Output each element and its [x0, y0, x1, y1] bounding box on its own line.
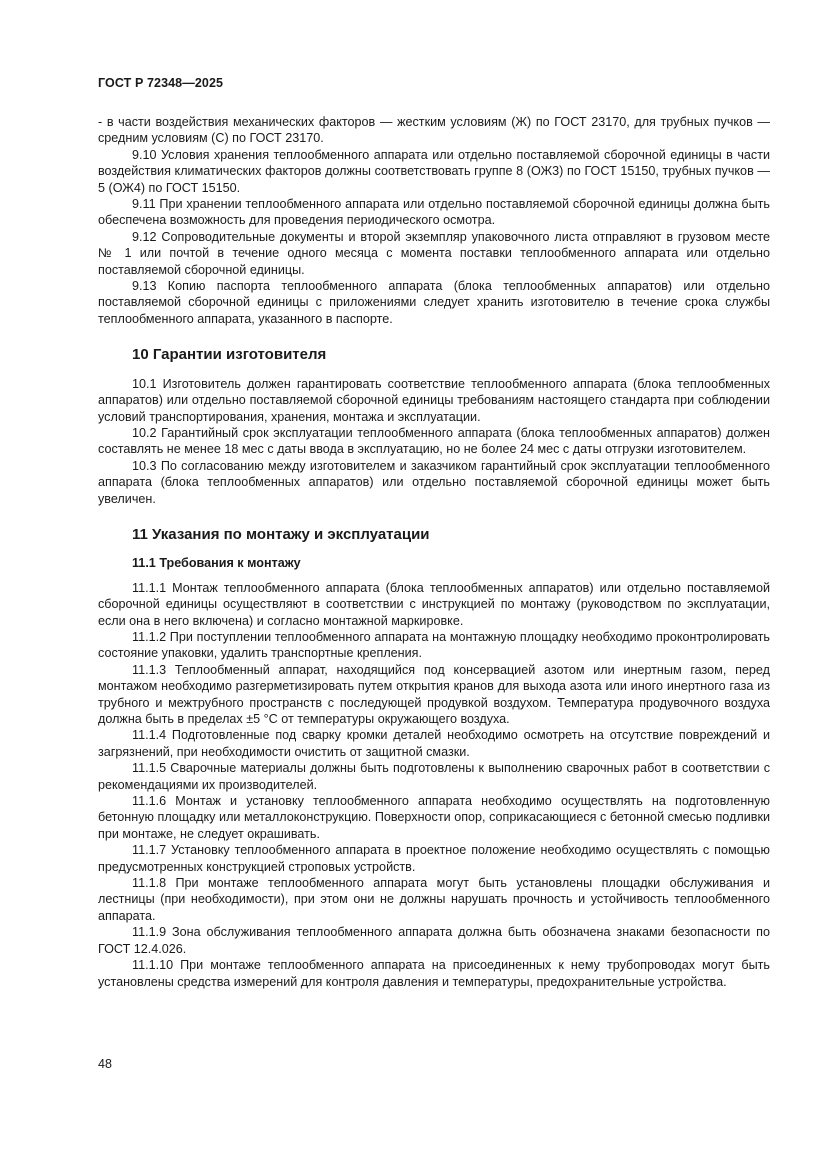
paragraph: 11.1.7 Установку теплообменного аппарата в проектное положение необходимо осуществлять с помощью предусмотренных конструкцией строповых устройств. — [98, 843, 770, 874]
paragraph: 11.1.10 При монтаже теплообменного аппарата на присоединенных к нему трубопроводах могут быть установлены средства измерений для контроля давления и температуры, предохранительные устройства. — [98, 958, 770, 989]
paragraph: 11.1.1 Монтаж теплообменного аппарата (блока теплообменных аппаратов) или отдельно поставляемой сборочной единицы осуществляют в соответствии с инструкцией по монтажу (руководством по эксплуатации, если она в него включена) и согласно монтажной маркировке. — [98, 580, 770, 628]
paragraph: 9.10 Условия хранения теплообменного аппарата или отдельно поставляемой сборочной единицы в части воздействия климатических факторов должны соответствовать группе 8 (ОЖ3) по ГОСТ 15150, трубных пучков — 5 (ОЖ4) по ГОСТ 15150. — [98, 147, 770, 195]
section-title: 10 Гарантии изготовителя — [132, 346, 327, 364]
section-title: 11 Указания по монтажу и эксплуатации — [132, 525, 430, 543]
paragraph: 11.1.6 Монтаж и установку теплообменного аппарата необходимо осуществлять на подготовленную бетонную площадку или металлоконструкцию. Поверхности опор, соприкасающиеся с бетонной смесью подливки при монтаже, не следует окрашивать. — [98, 794, 770, 841]
paragraph: 11.1.4 Подготовленные под сварку кромки деталей необходимо осмотреть на отсутствие повреждений и загрязнений, при необходимости очистить от защитной смазки. — [98, 728, 770, 759]
paragraph: 11.1.9 Зона обслуживания теплообменного аппарата должна быть обозначена знаками безопасности по ГОСТ 12.4.026. — [98, 925, 770, 956]
paragraph: 11.1.5 Сварочные материалы должны быть подготовлены к выполнению сварочных работ в соответствии с рекомендациями их производителей. — [98, 761, 770, 792]
paragraph: 9.11 При хранении теплообменного аппарата или отдельно поставляемой сборочной единицы должна быть обеспечена возможность для проведения периодического осмотра. — [98, 197, 770, 228]
paragraph: 9.12 Сопроводительные документы и второй экземпляр упаковочного листа отправляют в грузовом месте № 1 или почтой в течение одного месяца с момента поставки теплообменного аппарата или отдельно поставляемой сборочной единицы. — [98, 229, 770, 277]
paragraph: 9.13 Копию паспорта теплообменного аппарата (блока теплообменных аппаратов) или отдельно поставляемой сборочной единицы с приложениями следует хранить изготовителю в течение срока службы теплообменного аппарата, указанного в паспорте. — [98, 279, 770, 326]
document-body — [98, 114, 770, 990]
paragraph: 10.1 Изготовитель должен гарантировать соответствие теплообменного аппарата (блока теплообменных аппаратов) или отдельно поставляемой сборочной единицы требованиям настоящего стандарта при соблюдении условий транспортирования, хранения, монтажа и эксплуатации. — [98, 376, 770, 424]
subsection-title: 11.1 Требования к монтажу — [132, 556, 301, 571]
paragraph: 10.2 Гарантийный срок эксплуатации теплообменного аппарата (блока теплообменных аппаратов) должен составлять не менее 18 мес с даты ввода в эксплуатацию, но не более 24 мес с даты отгрузки изготовителем. — [98, 425, 770, 457]
document-header: ГОСТ Р 72348—2025 — [98, 76, 224, 90]
page-number: 48 — [98, 1057, 112, 1071]
paragraph: 11.1.2 При поступлении теплообменного аппарата на монтажную площадку необходимо проконтролировать состояние упаковки, удалить транспортные крепления. — [98, 629, 770, 661]
paragraph: 11.1.8 При монтаже теплообменного аппарата могут быть установлены площадки обслуживания и лестницы (при необходимости), при этом они не должны нарушать прочность и устойчивость теплообменного аппарата. — [98, 876, 770, 923]
paragraph: 10.3 По согласованию между изготовителем и заказчиком гарантийный срок эксплуатации теплообменного аппарата (блока теплообменных аппаратов) или отдельно поставляемой сборочной единицы может быть увеличен. — [98, 458, 770, 506]
paragraph: - в части воздействия механических факторов — жестким условиям (Ж) по ГОСТ 23170, для трубных пучков — средним условиям (С) по ГОСТ 23170. — [98, 115, 770, 146]
paragraph: 11.1.3 Теплообменный аппарат, находящийся под консервацией азотом или инертным газом, перед монтажом необходимо разгерметизировать путем открытия кранов для выхода азота или иного инертного газа из трубного и межтрубного пространств с последующей продувкой воздухом. Температура продувочного воздуха должна быть в пределах ±5 °С от температуры окружающего воздуха. — [98, 662, 770, 726]
